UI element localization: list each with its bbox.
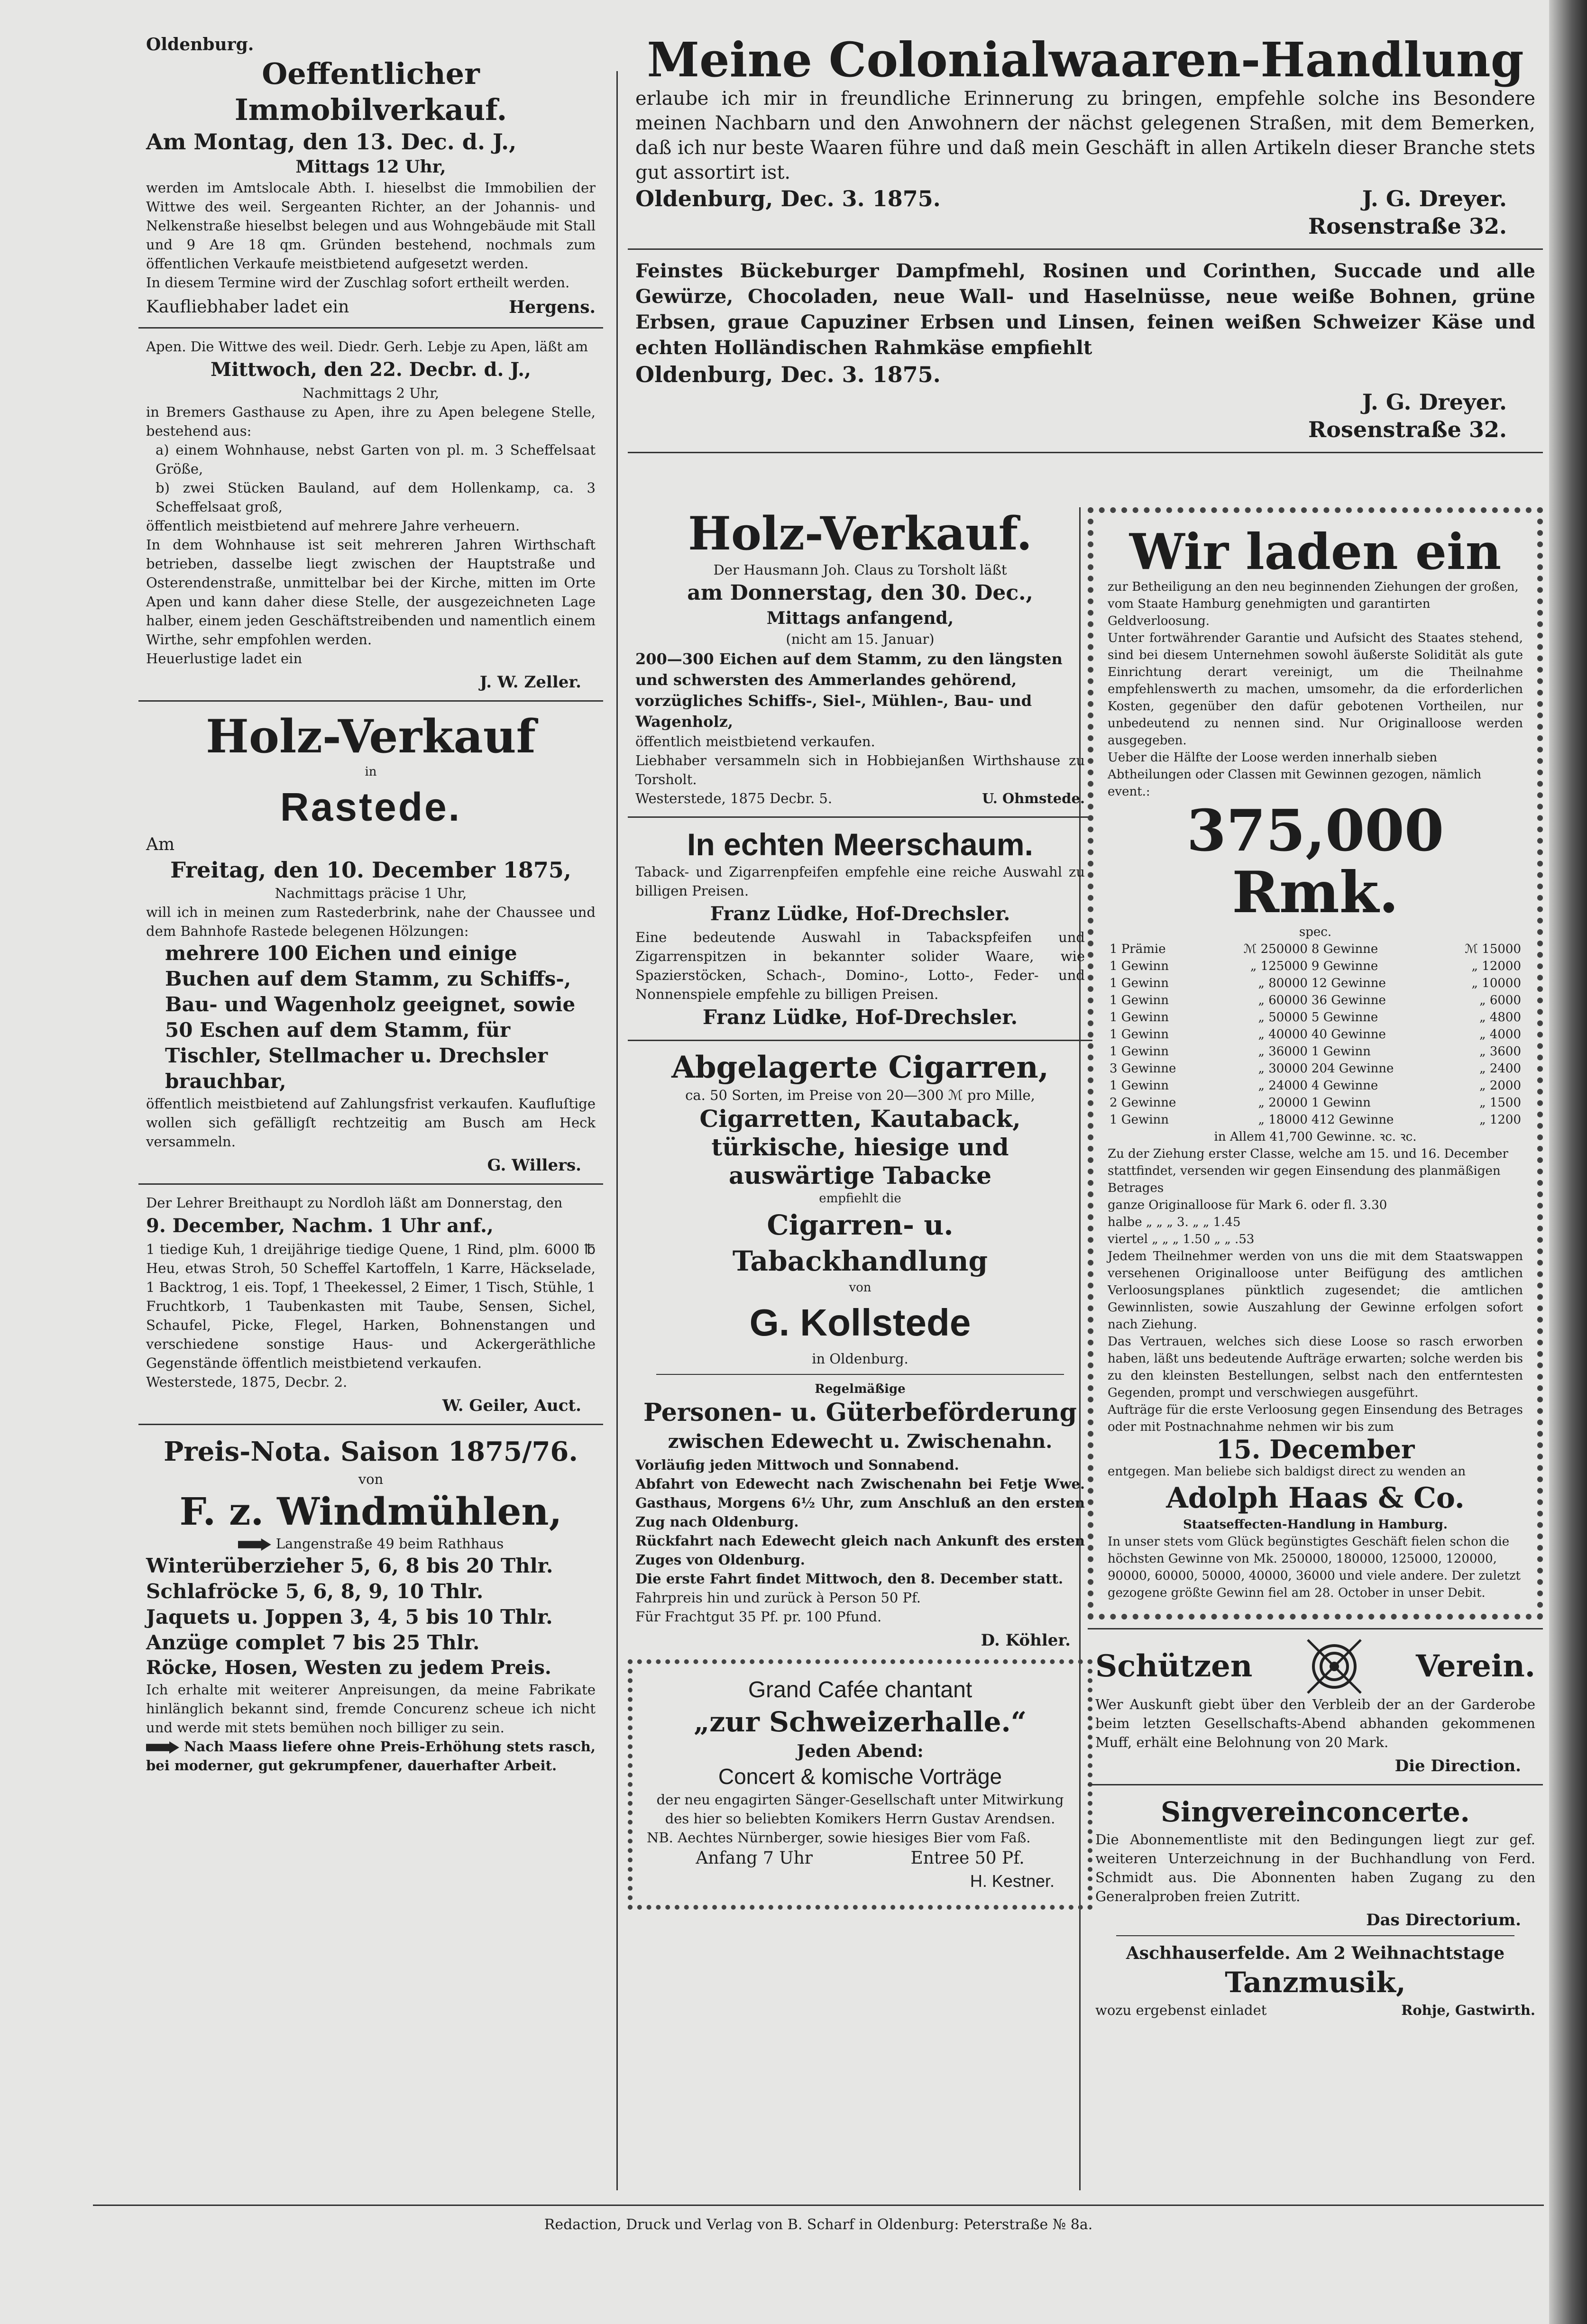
ad-body2: Eine bedeutende Auswahl in Tabackspfeifen und Zigarrenspitzen in bekannter solider Waare, wie Spazierstöcken, Schach-, Domino-, Lotto-, Feder- und Nonnenspiele empfehle zu billigen Preisen. [635, 929, 1085, 1002]
prize-cell: „ 2400 [1479, 1061, 1521, 1076]
ad-body: in Bremers Gasthause zu Apen, ihre zu Apen belegene Stelle, bestehend aus: [146, 404, 596, 439]
ad-intro: Der Lehrer Breithaupt zu Nordloh läßt am Donnerstag, den [146, 1195, 563, 1211]
ad-colonialwaaren [628, 33, 1543, 240]
ad-time: Mittags 12 Uhr, [295, 157, 446, 177]
prize-cell: 1 Gewinn [1110, 959, 1169, 973]
ad-entry: Entree 50 Pf. [910, 1848, 1025, 1868]
ad-line2: Abfahrt von Edewecht nach Zwischenahn bei Fetje Wwe. Gasthaus, Morgens 6½ Uhr, zum Anschluß an den ersten Zug nach Oldenburg. [635, 1476, 1085, 1530]
ad-lotterie [1088, 507, 1543, 1619]
prize-cell: 4 Gewinne [1311, 1079, 1378, 1093]
ad-title: Wir laden ein [1129, 522, 1502, 581]
ad-place-date: Westerstede, 1875 Decbr. 5. [635, 790, 833, 806]
ad-signature: D. Köhler. [981, 1631, 1071, 1650]
prize-cell: 1 Gewinn [1311, 1044, 1371, 1059]
ad-body: 1 tiedige Kuh, 1 dreijährige tiedige Quene, 1 Rind, plm. 6000 ℔ Heu, etwas Stroh, 50 Scheffel Kartoffeln, 1 Karre, Häckselade, 1 Backtrog, 1 eis. Topf, 1 Theekessel, 2 Eimer, 1 Tisch, Stühle, 1 Fruchtkorb, 1 Taubenkasten mit Taube, Sensen, Sichel, Schaufel, Picke, Flegel, Harken, Bohnenstangen und verschiedene sonstige Haus- und Ackergeräthliche Gegenstände öffentlich meistbietend verkaufen. [146, 1241, 596, 1371]
ad-item-a: a) einem Wohnhause, nebst Garten von pl. m. 3 Scheffelsaat Größe, [156, 442, 596, 477]
ad-signature: Rohje, Gastwirth. [1401, 2002, 1535, 2018]
ad-time: Nachmittags 2 Uhr, [302, 385, 440, 401]
ad-firm: G. Kollstede [749, 1301, 971, 1344]
ad-mass-row [146, 1737, 596, 1775]
prize-cell: 3 Gewinne [1110, 1061, 1176, 1076]
ad-deadline: 15. December [1216, 1434, 1415, 1464]
ad-address-row [146, 1534, 596, 1553]
ad-date: Mittwoch, den 22. Decbr. d. J., [211, 358, 531, 381]
column-3 [1088, 507, 1543, 2020]
ad-big1: mehrere 100 Eichen und einige Buchen auf dem Stamm, zu Schiffs-, Bau- und Wagenholz geeignet, sowie [165, 942, 576, 1016]
ad-shop: Cigarren- u. Tabackhandlung [732, 1209, 988, 1277]
prize-cell: 1 Gewinn [1110, 1113, 1169, 1127]
pointing-hand-icon [238, 1538, 271, 1551]
prize-cell: „ 18000 [1258, 1113, 1308, 1127]
ad-body3: In dem Wohnhause ist seit mehreren Jahren Wirthschaft betrieben, dasselbe liegt zwischen der Hauptstraße und Osterendenstraße, unmittelbar bei der Kirche, mitten im Orte Apen und kann daher diese Stelle, der ausgezeichneten Lage halber, einem jeden Geschäftstreibenden und namentlich einem Wirthe, sehr empfohlen werden. [146, 537, 596, 648]
ad-signature: G. Willers. [487, 1156, 581, 1175]
ad-body: werden im Amtslocale Abth. I. hieselbst die Immobilien der Wittwe des weil. Sergeanten Richter, an der Johannis- und Nelkenstraße hieselbst belegen und aus Wohngebäude mit Stall und 9 Are 18 qm. Gründen bestehend, nochmals zum öffentlichen Verkaufe meistbietend aufgesetzt werden. [146, 180, 596, 272]
ad-price2: halbe „ „ „ 3. „ „ 1.45 [1108, 1215, 1241, 1229]
ad-body: zur Betheiligung an den neu beginnenden Ziehungen der großen, vom Staate Hamburg genehmigten und garantirten Geldverloosung. [1108, 580, 1519, 628]
ad-signature: Das Directorium. [1366, 1911, 1521, 1930]
ad-windmuehlen [138, 1434, 603, 1775]
ad-signature: J. W. Zeller. [479, 673, 581, 692]
ad-body4: Zu der Ziehung erster Classe, welche am 15. und 16. December stattfindet, versenden wir gegen Einsendung des planmäßigen Betrages [1108, 1147, 1508, 1195]
ad-pre: Regelmäßige [815, 1382, 906, 1396]
prize-row [1108, 958, 1523, 975]
ad-title: Oeffentlicher Immobilverkauf. [234, 56, 507, 127]
ad-body: wozu ergebenst einladet [1095, 2002, 1267, 2018]
ad-intro: Der Hausmann Joh. Claus zu Torsholt läßt [713, 562, 1007, 578]
ad-body: der neu engagirten Sänger-Gesellschaft unter Mitwirkung des hier so beliebten Komikers Herrn Gustav Arendsen. [656, 1792, 1064, 1827]
prize-cell: 5 Gewinne [1311, 1010, 1378, 1025]
prize-cell: ℳ 15000 [1465, 942, 1521, 956]
prize-cell: „ 40000 [1258, 1027, 1308, 1042]
ad-body: Ich erhalte mit weiterer Anpreisungen, da meine Fabrikate hinlänglich bekannt sind, fremde Concurenz scheue ich nicht und werde mit stets bemühen noch billiger zu sein. [146, 1682, 596, 1736]
prize-cell: „ 2000 [1479, 1079, 1521, 1093]
ad-body7: Aufträge für die erste Verloosung gegen Einsendung des Betrages oder mit Postnachnahme nehmen wir bis zum [1108, 1403, 1523, 1434]
prize-cell: 412 Gewinne [1311, 1113, 1394, 1127]
ad-am: Am [146, 835, 175, 854]
ad-intro: Apen. Die Wittwe des weil. Diedr. Gerh. Lebje zu Apen, läßt am [146, 339, 588, 355]
ad-sub: Jeden Abend: [797, 1741, 924, 1761]
ad-singverein [1088, 1794, 1543, 1930]
prize-row [1108, 1060, 1523, 1077]
ad-big: Cigarretten, Kautaback, türkische, hiesige und auswärtige Tabacke [699, 1105, 1021, 1189]
ad-price1: ganze Originalloose für Mark 6. oder fl. 3.30 [1108, 1198, 1387, 1212]
ad-time: Nachmittags präcise 1 Uhr, [275, 885, 467, 901]
prize-row [1108, 975, 1523, 992]
ad-line4: Die erste Fahrt findet Mittwoch, den 8. December statt. [635, 1571, 1064, 1587]
prize-row [1108, 1026, 1523, 1043]
prize-cell: „ 80000 [1258, 976, 1308, 990]
book-spine [1549, 0, 1587, 2324]
ad-title: In echten Meerschaum. [687, 827, 1033, 862]
ad-firm-sub: Staatseffecten-Handlung in Hamburg. [1183, 1518, 1448, 1532]
ad-body: Feinstes Bückeburger Dampfmehl, Rosinen und Corinthen, Succade und alle Gewürze, Chocoladen, neue Wall- und Haselnüsse, neue weiße Bohnen, grüne Erbsen, graue Capuziner Erbsen und Linsen, feinen weißen Schweizer Käse und echten Holländischen Rahmkäse empfiehlt [635, 260, 1535, 359]
prize-cell: „ 12000 [1471, 959, 1521, 973]
ad-note: (nicht am 15. Januar) [786, 631, 935, 647]
divider [1088, 1784, 1543, 1785]
prize-cell: „ 125000 [1250, 959, 1308, 973]
ad-title: Meine Colonialwaaren-Handlung [647, 32, 1524, 88]
ad-signature: Die Direction. [1394, 1757, 1521, 1775]
prize-row [1108, 1043, 1523, 1060]
divider [1088, 1628, 1543, 1629]
prize-cell: 1 Gewinn [1110, 993, 1169, 1007]
ad-firm: Franz Lüdke, Hof-Drechsler. [710, 903, 1010, 925]
ad-body6: Das Vertrauen, welches sich diese Loose so rasch erworben haben, läßt uns bedeutende Aufträge erwarten; solche werden bis zu den kleinsten Bestellungen, selbst nach den entferntesten Gegenden, prompt und verschwiegen ausgeführt. [1108, 1335, 1523, 1400]
ad-footer-row [1095, 2001, 1535, 2020]
ad-body2: öffentlich meistbietend auf mehrere Jahre verheuern. [146, 518, 520, 534]
ad-title: Preis-Nota. Saison 1875/76. [164, 1436, 578, 1467]
prize-cell: 2 Gewinne [1110, 1096, 1176, 1110]
column-rule [616, 71, 618, 2190]
ad-body3: Ueber die Hälfte der Loose werden innerhalb sieben Abtheilungen oder Classen mit Gewinnen gezogen, nämlich event.: [1108, 750, 1482, 799]
ad-place: Oldenburg. [146, 35, 254, 55]
ad-body: will ich in meinen zum Rastederbrink, nahe der Chaussee und dem Bahnhofe Rastede belegenen Hölzungen: [146, 904, 596, 939]
prize-cell: ℳ 250000 [1243, 942, 1308, 956]
prize-cell: „ 1500 [1479, 1096, 1521, 1110]
prize-cell: „ 20000 [1258, 1096, 1308, 1110]
ad-street: Rosenstraße 32. [1308, 417, 1507, 442]
ad-body5: Jedem Theilnehmer werden von uns die mit dem Staatswappen versehenen Originalloose unter Beifügung des amtlichen Verloosungsplanes pünktlich zugesendet; die amtlichen Gewinnlisten, sowie Auszahlung der Gewinne erfolgen sofort nach Ziehung. [1108, 1249, 1523, 1332]
prize-cell: „ 36000 [1258, 1044, 1308, 1059]
ad-title-row [1095, 1638, 1535, 1695]
divider [628, 1040, 1092, 1041]
ad-amount: 375,000 Rmk. [1186, 797, 1444, 926]
ad-dreyer-goods [628, 258, 1543, 443]
ad-route: zwischen Edewecht u. Zwischenahn. [668, 1430, 1053, 1453]
ad-holz-torsholt [628, 507, 1092, 808]
ad-signature: U. Ohmstede. [982, 790, 1085, 806]
ad-title: Holz-Verkauf. [688, 507, 1032, 560]
prize-cell: 1 Gewinn [1110, 976, 1169, 990]
ad-invite: Heuerlustige ladet ein [146, 650, 303, 667]
ad-address: Langenstraße 49 beim Rathhaus [275, 1536, 504, 1552]
prize-cell: „ 1200 [1479, 1113, 1521, 1127]
prize-row [1108, 941, 1523, 958]
ad-line1: Vorläufig jeden Mittwoch und Sonnabend. [635, 1457, 959, 1473]
ad-signature: J. G. Dreyer. [1362, 186, 1507, 211]
ad-place-date: Oldenburg, Dec. 3. 1875. [635, 186, 941, 211]
prize-cell: 40 Gewinne [1311, 1027, 1386, 1042]
imprint-footer: Redaction, Druck und Verlag von B. Scharf in Oldenburg: Peterstraße № 8a. [93, 2205, 1544, 2233]
ad-schweizerhalle [628, 1659, 1092, 1910]
ad-body: ca. 50 Sorten, im Preise von 20—300 ℳ pro Mille, [685, 1087, 1035, 1103]
ad-body: Taback- und Zigarrenpfeifen empfehle eine reiche Auswahl zu billigen Preisen. [635, 864, 1085, 899]
ad-nordloh [138, 1193, 603, 1415]
ad-tanzmusik [1088, 1942, 1543, 2020]
ad-price3: viertel „ „ „ 1.50 „ „ .53 [1108, 1232, 1255, 1246]
ad-total: in Allem 41,700 Gewinne. ꝛc. ꝛc. [1214, 1130, 1417, 1144]
divider [628, 248, 1543, 250]
ad-start: Anfang 7 Uhr [696, 1848, 813, 1868]
ad-von: von [849, 1281, 871, 1295]
top-advert [628, 33, 1543, 462]
ad-apen [138, 337, 603, 692]
ad-item-b: b) zwei Stücken Bauland, auf dem Hollenkamp, ca. 3 Scheffelsaat groß, [156, 480, 596, 515]
ad-title: Grand Cafée chantant [748, 1677, 972, 1702]
ad-place: in Oldenburg. [812, 1351, 908, 1367]
ad-title-left: Schützen [1095, 1648, 1253, 1684]
ad-holz-rastede [138, 710, 603, 1175]
ad-title: Tanzmusik, [1225, 1966, 1406, 1999]
divider [138, 327, 603, 329]
ad-spec: spec. [1299, 925, 1332, 939]
ad-place-date: Westerstede, 1875, Decbr. 2. [146, 1374, 348, 1390]
ad-personen [628, 1381, 1092, 1650]
prize-cell: 204 Gewinne [1311, 1061, 1394, 1076]
ad-invite: Kaufliebhaber ladet ein [146, 297, 349, 317]
pointing-hand-icon [146, 1741, 179, 1754]
prize-cell: 1 Gewinn [1110, 1027, 1169, 1042]
ad-nb: NB. Aechtes Nürnberger, sowie hiesiges Bier vom Faß. [647, 1830, 1031, 1846]
ad-mass: Nach Maass liefere ohne Preis-Erhöhung stets rasch, bei moderner, gut gekrumpfener, dauerhafter Arbeit. [146, 1738, 596, 1774]
ad-body: Wer Auskunft giebt über den Verbleib der an der Garderobe beim letzten Gesellschafts-Abend abhanden gekommenen Muff, erhält eine Belohnung von 20 Mark. [1095, 1696, 1535, 1750]
ad-footer-row [635, 789, 1085, 808]
prize-cell: „ 30000 [1258, 1061, 1308, 1076]
ad-signature: J. G. Dreyer. [1362, 389, 1507, 415]
ad-von: von [358, 1471, 384, 1487]
ad-body2: öffentlich meistbietend auf Zahlungsfrist verkaufen. Kaufluſtige wollen sich gefälligſt rechtzeitig am Busch am Heck versammeln. [146, 1096, 596, 1150]
ad-date: am Donnerstag, den 30. Dec., [687, 581, 1033, 605]
prize-row [1108, 992, 1523, 1009]
ad-line5: Fahrpreis hin und zurück à Person 50 Pf. [635, 1590, 921, 1606]
ad-line5: Röcke, Hosen, Westen zu jedem Preis. [146, 1656, 551, 1679]
divider [628, 816, 1092, 818]
ad-body: 200—300 Eichen auf dem Stamm, zu den längsten und schwersten des Ammerlandes gehörend, vorzügliches Schiffs-, Siel-, Mühlen-, Bau- und Wagenholz, [635, 650, 1063, 731]
ad-body: erlaube ich mir in freundliche Erinnerung zu bringen, empfehle solche ins Besondere meinen Nachbarn und den Anwohnern der nächst gelegenen Straßen, mit dem Bemerken, daß ich nur beste Waaren führe und daß mein Geschäft in allen Artikeln dieser Branche stets gut assortirt ist. [635, 88, 1535, 183]
prize-cell: 1 Prämie [1110, 942, 1166, 956]
prize-cell: 1 Gewinn [1110, 1079, 1169, 1093]
prize-row [1108, 1111, 1523, 1128]
ad-note: In diesem Termine wird der Zuschlag sofort ertheilt werden. [146, 274, 570, 291]
target-icon [1306, 1638, 1363, 1695]
prize-cell: „ 3600 [1479, 1044, 1521, 1059]
prize-cell: 12 Gewinne [1311, 976, 1386, 990]
ad-footer-row [635, 185, 1535, 212]
ad-body2: öffentlich meistbietend verkaufen. [635, 733, 875, 750]
prize-cell: 9 Gewinne [1311, 959, 1378, 973]
ad-body8: entgegen. Man beliebe sich baldigst direct zu wenden an [1108, 1464, 1466, 1479]
prize-cell: 1 Gewinn [1110, 1010, 1169, 1025]
prize-cell: 1 Gewinn [1110, 1044, 1169, 1059]
prize-table-body [1108, 941, 1523, 1128]
ad-name: „zur Schweizerhalle.“ [693, 1706, 1027, 1738]
ad-date: 9. December, Nachm. 1 Uhr anf., [146, 1215, 494, 1237]
ad-signature: W. Geiler, Auct. [442, 1396, 581, 1415]
ad-line3: Rückfahrt nach Edewecht gleich nach Ankunft des ersten Zuges von Oldenburg. [635, 1533, 1085, 1568]
prize-cell: 36 Gewinne [1311, 993, 1386, 1007]
ad-firm: Adolph Haas & Co. [1166, 1482, 1465, 1515]
ad-cigarren [628, 1050, 1092, 1368]
prize-cell: „ 60000 [1258, 993, 1308, 1007]
prize-row [1108, 1094, 1523, 1111]
ad-immobilverkauf [138, 33, 603, 319]
divider [138, 1424, 603, 1425]
ad-line2: Schlafröcke 5, 6, 8, 9, 10 Thlr. [146, 1580, 484, 1603]
prize-cell: „ 50000 [1258, 1010, 1308, 1025]
ad-date: Am Montag, den 13. Dec. d. J., [146, 129, 517, 155]
ad-street: Rosenstraße 32. [1308, 213, 1507, 239]
ad-time: Mittags anfangend, [766, 608, 954, 628]
ad-body: Die Abonnementliste mit den Bedingungen liegt zur gef. weiteren Unterzeichnung in der Buchhandlung von Ferd. Schmidt aus. Die Abonnenten haben Zugang zu den Generalproben freien Zutritt. [1095, 1831, 1535, 1904]
ad-line6: Für Frachtgut 35 Pf. pr. 100 Pfund. [635, 1609, 882, 1625]
ad-concert: Concert & komische Vorträge [718, 1764, 1002, 1789]
prize-row [1108, 1009, 1523, 1026]
prize-cell: 8 Gewinne [1311, 942, 1378, 956]
ad-big2: 50 Eschen auf dem Stamm, für Tischler, Stellmacher u. Drechsler brauchbar, [165, 1018, 548, 1093]
ad-firm2: Franz Lüdke, Hof-Drechsler. [702, 1006, 1018, 1029]
ad-title: Singvereinconcerte. [1161, 1796, 1470, 1828]
ad-place-date: Oldenburg, Dec. 3. 1875. [635, 362, 941, 387]
ad-firm: F. z. Windmühlen, [179, 1489, 562, 1534]
ad-body9: In unser stets vom Glück begünstigtes Geschäft fielen schon die höchsten Gewinne von Mk. 250000, 180000, 125000, 120000, 90000, 60000, 50000, 40000, 36000 und viele andere. Der zuletzt gezogene größte Gewinn fiel am 28. October in unser Debit. [1108, 1535, 1521, 1600]
ad-title: Abgelagerte Cigarren, [671, 1050, 1049, 1085]
prize-cell: 1 Gewinn [1311, 1096, 1371, 1110]
column-2 [628, 507, 1092, 1910]
ad-in: in [365, 765, 377, 779]
prize-table [1108, 941, 1523, 1128]
ad-date: Freitag, den 10. December 1875, [170, 857, 571, 883]
ad-meerschaum [628, 826, 1092, 1031]
ad-title: Personen- u. Güterbeförderung [643, 1398, 1077, 1427]
ad-schuetzenverein [1088, 1638, 1543, 1775]
prize-cell: „ 10000 [1471, 976, 1521, 990]
prize-cell: „ 6000 [1479, 993, 1521, 1007]
ad-title: Holz-Verkauf [206, 710, 536, 763]
ad-body2: Unter fortwährender Garantie und Aufsicht des Staates stehend, sind bei diesem Unternehmen sowohl äußerste Solidität als gute Einrichtung derart vereinigt, um die Theilnahme empfehlenswerth zu machen, umsomehr, da die erforderlichen Kosten, gegenüber den dafür gebotenen Vortheilen, nur unbedeutend zu nennen sind. Nur Originalloose werden ausgegeben. [1108, 631, 1523, 748]
prize-cell: „ 4800 [1479, 1010, 1521, 1025]
prize-row [1108, 1077, 1523, 1094]
ad-line3: Jaquets u. Joppen 3, 4, 5 bis 10 Thlr. [146, 1605, 553, 1629]
divider [138, 700, 603, 702]
divider [138, 1183, 603, 1185]
ad-line1: Winterüberzieher 5, 6, 8 bis 20 Thlr. [146, 1554, 553, 1577]
ad-body3: Liebhaber versammeln sich in Hobbiejanßen Wirthshause zu Torsholt. [635, 752, 1085, 787]
ad-empf: empfiehlt die [819, 1191, 901, 1206]
prize-cell: „ 24000 [1258, 1079, 1308, 1093]
newspaper-page [93, 33, 1544, 2261]
divider [1116, 1935, 1514, 1936]
ad-place: Rastede. [280, 785, 462, 829]
ad-invite-row [146, 296, 596, 319]
ad-line4: Anzüge complet 7 bis 25 Thlr. [146, 1631, 480, 1654]
ad-title-right: Verein. [1415, 1648, 1535, 1684]
column-1 [138, 33, 603, 1775]
divider [656, 1374, 1064, 1375]
prize-cell: „ 4000 [1479, 1027, 1521, 1042]
ad-signature: Hergens. [509, 297, 596, 317]
ad-intro: Aschhauserfelde. Am 2 Weihnachtstage [1126, 1943, 1505, 1963]
divider [628, 452, 1543, 453]
ad-signature: H. Kestner. [970, 1871, 1055, 1891]
ad-info-row [647, 1847, 1073, 1870]
